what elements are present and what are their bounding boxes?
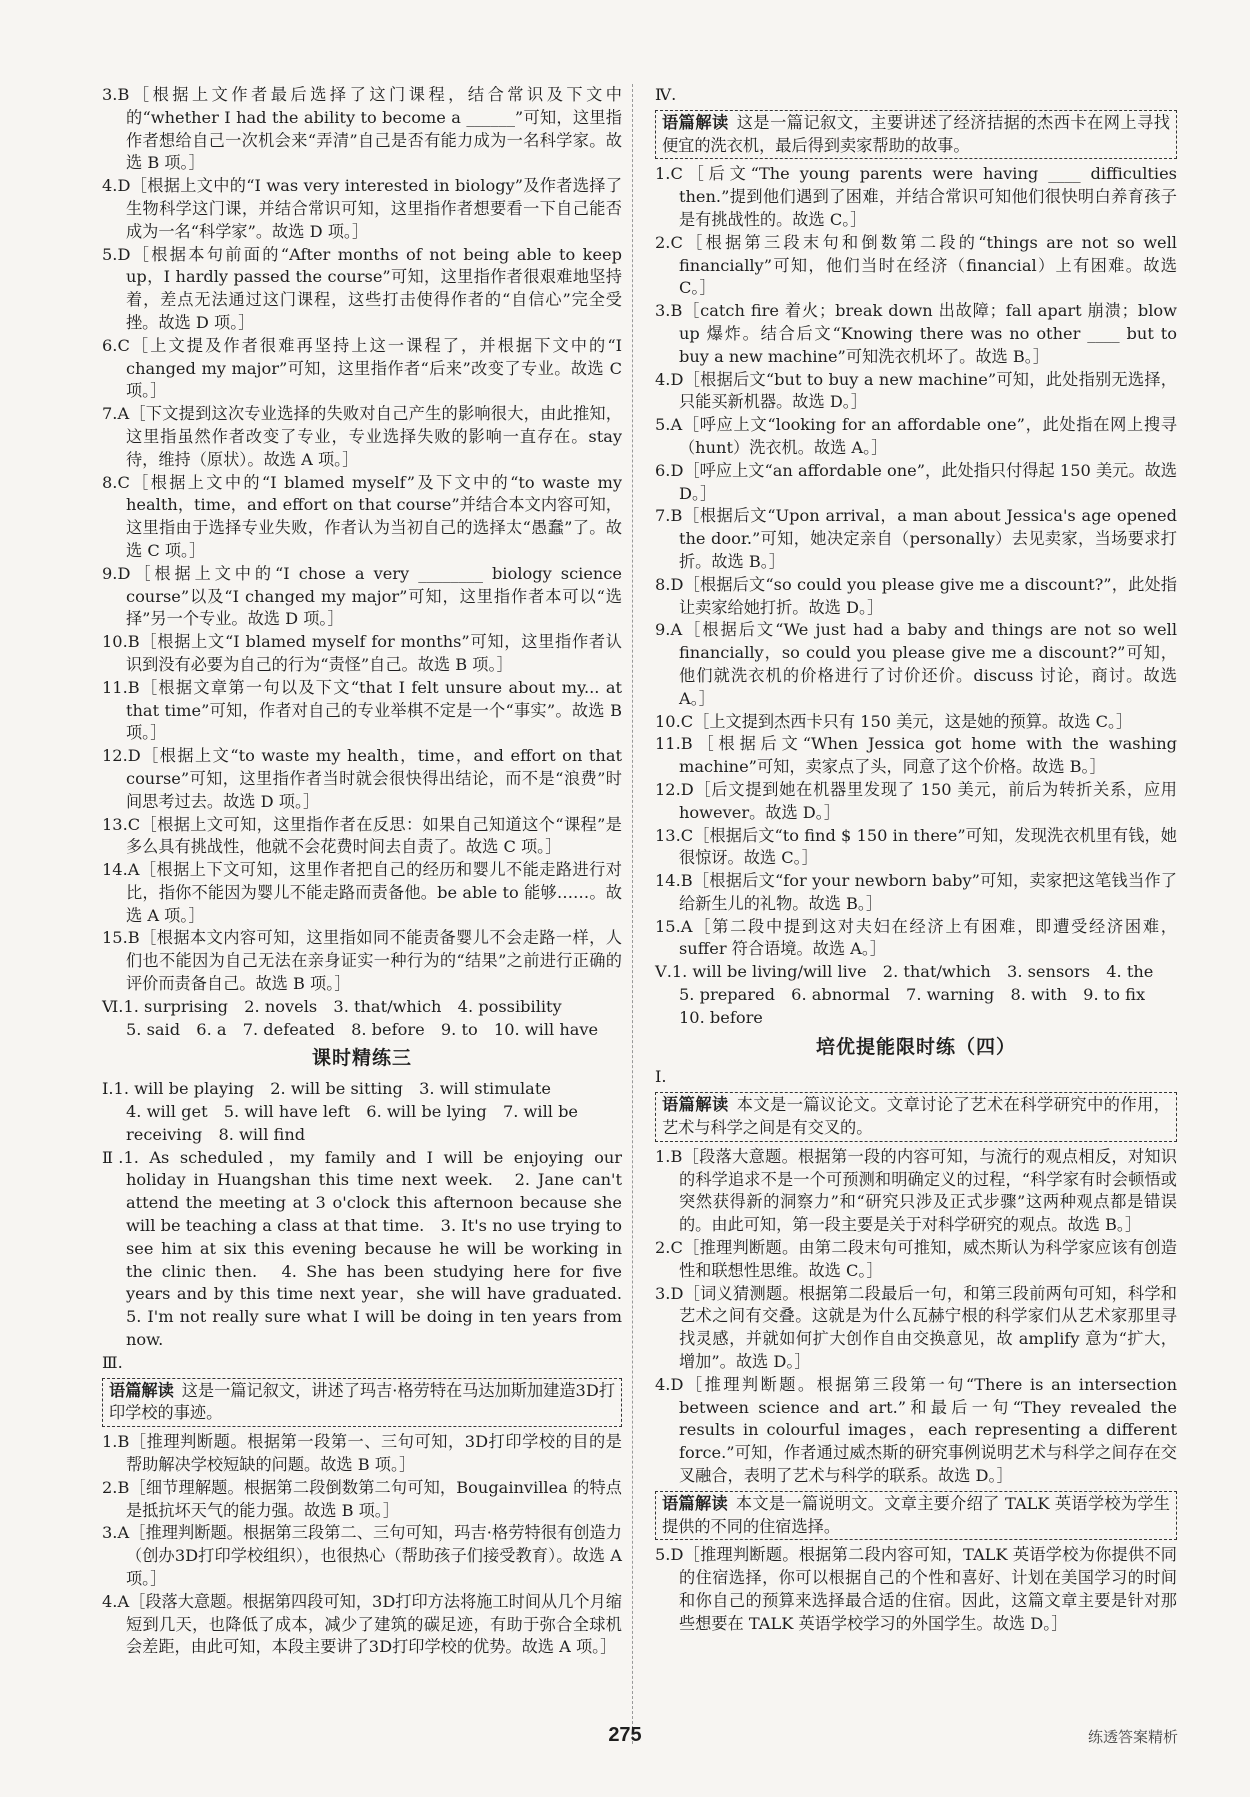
answer-item: 2.C［根据第三段末句和倒数第二段的“things are not so well financially”可知，他们当时在经济（financial）上有困难。故选 C。］ bbox=[655, 232, 1177, 298]
answer-list-s3 bbox=[102, 1431, 622, 1659]
answer-item: 11.B［根据后文“When Jessica got home with the washing machine”可知，卖家点了头，同意了这个价格。故选 B。］ bbox=[655, 734, 1177, 777]
s1-line1: 1. will be playing 2. will be sitting 3. will stimulate bbox=[113, 1079, 551, 1099]
answer-item: 2.C［推理判断题。由第二段末句可推知，威杰斯认为科学家应该有创造性和联想性思维。故选 C。］ bbox=[655, 1238, 1177, 1280]
answer-item: 4.D［根据后文“but to buy a new machine”可知，此处指别无选择，只能买新机器。故选 D。］ bbox=[655, 369, 1177, 412]
answer-item: 12.D［根据上文“to waste my health，time，and effort on that course”可知，这里指作者当时就会很快得出结论，而不是“浪费”时间思考过去。故选 D 项。］ bbox=[102, 746, 622, 811]
s1-label: Ⅰ. bbox=[102, 1079, 114, 1099]
part5-label: Ⅴ. bbox=[655, 962, 672, 982]
answer-item: 10.C［上文提到杰西卡只有 150 美元，这是她的预算。故选 C。］ bbox=[655, 711, 1133, 731]
column-divider bbox=[632, 84, 633, 1744]
answer-item: 4.D［推理判断题。根据第三段第一句“There is an intersection between science and art.”和最后一句“They revealed the results in colourful images，each representing a different force.”可知，作者通过威杰斯的研究事例说明艺术与科学之间存在交叉融合，表明了艺术与科学的联系。故选 D。］ bbox=[655, 1374, 1177, 1486]
answer-item: 14.A［根据上下文可知，这里作者把自己的经历和婴儿不能走路进行对比，指你不能因为婴儿不能走路而责备他。be able to 能够……。故选 A 项。］ bbox=[102, 860, 622, 925]
answer-item: 2.B［细节理解题。根据第二段倒数第二句可知，Bougainvillea 的特点是抵抗坏天气的能力强。故选 B 项。］ bbox=[102, 1477, 622, 1520]
reading-note-text: 这是一篇记叙文，主要讲述了经济拮据的杰西卡在网上寻找便宜的洗衣机，最后得到卖家帮助的故事。 bbox=[662, 112, 1170, 155]
answer-item: 7.A［下文提到这次专业选择的失败对自己产生的影响很大，由此推知，这里指虽然作者改变了专业，专业选择失败的影响一直存在。stay 待，维持（原状）。故选 A 项。］ bbox=[102, 404, 622, 469]
s1-line2: 4. will get 5. will have left 6. will be lying 7. will be receiving 8. will find bbox=[126, 1102, 579, 1144]
section-title-practice-3: 课时精练三 bbox=[311, 1047, 412, 1070]
answer-item: 6.D［呼应上文“an affordable one”，此处指只付得起 150 美元。故选 D。］ bbox=[655, 460, 1177, 503]
reading-note-box bbox=[655, 1092, 1177, 1142]
answer-list-part1 bbox=[102, 84, 622, 996]
reading-note-tag: 语篇解读 bbox=[662, 1493, 728, 1513]
answer-item: 4.A［段落大意题。根据第四段可知，3D打印方法将施工时间从几个月缩短到几天，也降低了成本，减少了建筑的碳足迹，有助于弥合全球机会差距，由此可知，本段主要讲了3D打印学校的优势。故选 A 项。］ bbox=[102, 1591, 622, 1657]
s1-answers bbox=[102, 1078, 622, 1146]
part6-line1: 1. surprising 2. novels 3. that/which 4. possibility bbox=[123, 996, 562, 1016]
reading-note-text: 这是一篇记叙文，讲述了玛吉·格劳特在马达加斯加建造3D打印学校的事迹。 bbox=[109, 1380, 616, 1423]
part6-answers bbox=[102, 996, 622, 1042]
part6-line2: 5. said 6. a 7. defeated 8. before 9. to 10. will have bbox=[126, 1019, 599, 1039]
answer-list-part4 bbox=[655, 163, 1177, 961]
reading-note-tag: 语篇解读 bbox=[662, 1095, 729, 1115]
answer-item: 8.D［根据后文“so could you please give me a discount?”，此处指让卖家给她打折。故选 D。］ bbox=[655, 574, 1177, 617]
reading-note-box bbox=[655, 1491, 1177, 1541]
answer-item: 5.A［呼应上文“looking for an affordable one”，此处指在网上搜寻（hunt）洗衣机。故选 A。］ bbox=[655, 415, 1177, 457]
section-title-timed-practice-4: 培优提能限时练（四） bbox=[815, 1035, 1016, 1058]
answer-item: 12.D［后文提到她在机器里发现了 150 美元，前后为转折关系，应用 however。故选 D。］ bbox=[655, 779, 1177, 822]
s2-label: Ⅱ. bbox=[102, 1147, 124, 1167]
reading-note-tag: 语篇解读 bbox=[109, 1380, 174, 1400]
reading-note-text: 本文是一篇说明文。文章主要介绍了 TALK 英语学校为学生提供的不同的住宿选择。 bbox=[662, 1493, 1170, 1536]
part5-line3: 10. before bbox=[679, 1007, 763, 1027]
part5-line2: 5. prepared 6. abnormal 7. warning 8. with 9. to fix bbox=[679, 985, 1146, 1005]
answer-item: 3.D［词义猜测题。根据第二段最后一句，和第三段前两句可知，科学和艺术之间有交叠。这就是为什么瓦赫宁根的科学家们从艺术家那里寻找灵感，并就如何扩大创作自由交换意见，故 amplify 意为“扩大，增加”。故选 D。］ bbox=[655, 1283, 1177, 1372]
answer-item: 8.C［根据上文中的“I blamed myself”及下文中的“to waste my health，time，and effort on that course”并结合本文内容可知，这里指由于选择专业失败，作者认为当初自己的选择太“愚蠢”了。故选 C 项。］ bbox=[102, 472, 622, 560]
answer-item: 5.D［根据本句前面的“After months of not being able to keep up，I hardly passed the course”可知，这里指作者很艰难地坚持着，差点无法通过这门课程，这些打击使得作者的“自信心”完全受挫。故选 D 项。］ bbox=[102, 244, 622, 332]
s2-text: 1. As scheduled，my family and I will be enjoying our holiday in Huangshan this time next week. 2. Jane can't attend the meeting at 3 o'clock this afternoon because she will be teaching a class at that time. 3. It's no use trying to see him at six this evening because he will be working in the clinic then. 4. She has been studying here for five years and by this time next year，she will have graduated. 5. I'm not really sure what I will be doing in ten years from now. bbox=[123, 1147, 639, 1350]
answer-item: 15.A［第二段中提到这对夫妇在经济上有困难，即遭受经济困难，suffer 符合语境。故选 A。］ bbox=[655, 916, 1177, 959]
answer-item: 7.B［根据后文“Upon arrival，a man about Jessica's age opened the door.”可知，她决定亲自（personally）去见卖家，当场要求打折。故选 B。］ bbox=[655, 506, 1177, 571]
reading-note-box bbox=[655, 110, 1177, 160]
footer-label: 练透答案精析 bbox=[1087, 1728, 1178, 1746]
reading-note-box bbox=[102, 1378, 622, 1428]
answer-item: 3.A［推理判断题。根据第三段第二、三句可知，玛吉·格劳特很有创造力（创办3D打印学校组织），也很热心（帮助孩子们接受教育）。故选 A 项。］ bbox=[102, 1523, 622, 1588]
answer-item: 9.A［根据后文“We just had a baby and things are not so well financially，so could you please give me a discount?”可知，他们就洗衣机的价格进行了讨价还价。discuss 讨论，商讨。故选 A。］ bbox=[655, 620, 1177, 708]
answer-list-r1 bbox=[655, 1146, 1177, 1488]
answer-item: 13.C［根据上文可知，这里指作者在反思：如果自己知道这个“课程”是多么具有挑战性，他就不会花费时间去自责了。故选 C 项。］ bbox=[102, 814, 622, 857]
answer-item: 10.B［根据上文“I blamed myself for months”可知，这里指作者认识到没有必要为自己的行为“责怪”自己。故选 B 项。］ bbox=[102, 632, 622, 674]
answer-item: 15.B［根据本文内容可知，这里指如同不能责备婴儿不会走路一样，人们也不能因为自己无法在亲身证实一种行为的“结果”之前进行正确的评价而责备自己。故选 B 项。］ bbox=[102, 928, 622, 994]
answer-item: 9.D［根据上文中的“I chose a very ________ biology science course”以及“I changed my major”可知，这里指作者本可以“选择”另一个专业。故选 D 项。］ bbox=[102, 563, 622, 629]
right-column bbox=[655, 84, 1177, 1636]
part4-label: Ⅳ. bbox=[655, 85, 677, 104]
page-number: 275 bbox=[608, 1724, 642, 1746]
reading-note-tag: 语篇解读 bbox=[662, 112, 729, 132]
s2-answers bbox=[102, 1147, 639, 1352]
s3-label: Ⅲ. bbox=[102, 1352, 123, 1372]
left-column bbox=[102, 84, 639, 1659]
answer-item: 13.C［根据后文“to find $ 150 in there”可知，发现洗衣机里有钱，她很惊讶。故选 C。］ bbox=[655, 825, 1177, 868]
part5-answers bbox=[655, 961, 1177, 1029]
answer-item: 5.D［推理判断题。根据第二段内容可知，TALK 英语学校为你提供不同的住宿选择，你可以根据自己的个性和喜好、计划在美国学习的时间和你自己的预算来选择最合适的住宿。因此，这篇文章主要是针对那些想要在 TALK 英语学校学习的外国学生。故选 D。］ bbox=[655, 1545, 1177, 1633]
reading-note-text: 本文是一篇议论文。文章讨论了艺术在科学研究中的作用，艺术与科学之间是有交叉的。 bbox=[662, 1095, 1170, 1138]
r1-label: Ⅰ. bbox=[655, 1067, 667, 1087]
answer-item: 11.B［根据文章第一句以及下文“that I felt unsure about my... at that time”可知，作者对自己的专业举棋不定是一个“事实”。故选 B 项。］ bbox=[102, 677, 622, 743]
answer-list-r2 bbox=[655, 1544, 1177, 1635]
answer-item: 3.B［根据上文作者最后选择了这门课程，结合常识及下文中的“whether I had the ability to become a ______”可知，这里指作者想给自己一次机会来“弄清”自己是否有能力成为一名科学家。故选 B 项。］ bbox=[102, 85, 622, 173]
answer-item: 1.B［段落大意题。根据第一段的内容可知，与流行的观点相反，对知识的科学追求不是一个可预测和明确定义的过程，“科学家有时会顿悟或突然获得新的洞察力”和“研究只涉及正式步骤”这两种观点都是错误的。由此可知，第一段主要是关于对科学研究的观点。故选 B。］ bbox=[655, 1146, 1177, 1235]
answer-item: 6.C［上文提及作者很难再坚持上这一课程了，并根据下文中的“I changed my major”可知，这里指作者“后来”改变了专业。故选 C 项。］ bbox=[102, 335, 622, 401]
answer-item: 3.B［catch fire 着火；break down 出故障；fall apart 崩溃；blow up 爆炸。结合后文“Knowing there was no other ____ but to buy a new machine”可知洗衣机坏了。故选 B。］ bbox=[655, 301, 1177, 366]
answer-item: 4.D［根据上文中的“I was very interested in biology”及作者选择了生物科学这门课，并结合常识可知，这里指作者想要看一下自己能否成为一名“科学家”。故选 D 项。］ bbox=[102, 176, 622, 241]
part5-line1: 1. will be living/will live 2. that/which 3. sensors 4. the bbox=[671, 962, 1154, 982]
answer-item: 1.C［后文“The young parents were having ____ difficulties then.”提到他们遇到了困难，并结合常识可知他们很快明白养育孩子是有挑战性的。故选 C。］ bbox=[655, 164, 1177, 229]
answer-item: 1.B［推理判断题。根据第一段第一、三句可知，3D打印学校的目的是帮助解决学校短缺的问题。故选 B 项。］ bbox=[102, 1432, 622, 1475]
part6-label: Ⅵ. bbox=[102, 996, 124, 1016]
answer-item: 14.B［根据后文“for your newborn baby”可知，卖家把这笔钱当作了给新生儿的礼物。故选 B。］ bbox=[655, 871, 1177, 913]
